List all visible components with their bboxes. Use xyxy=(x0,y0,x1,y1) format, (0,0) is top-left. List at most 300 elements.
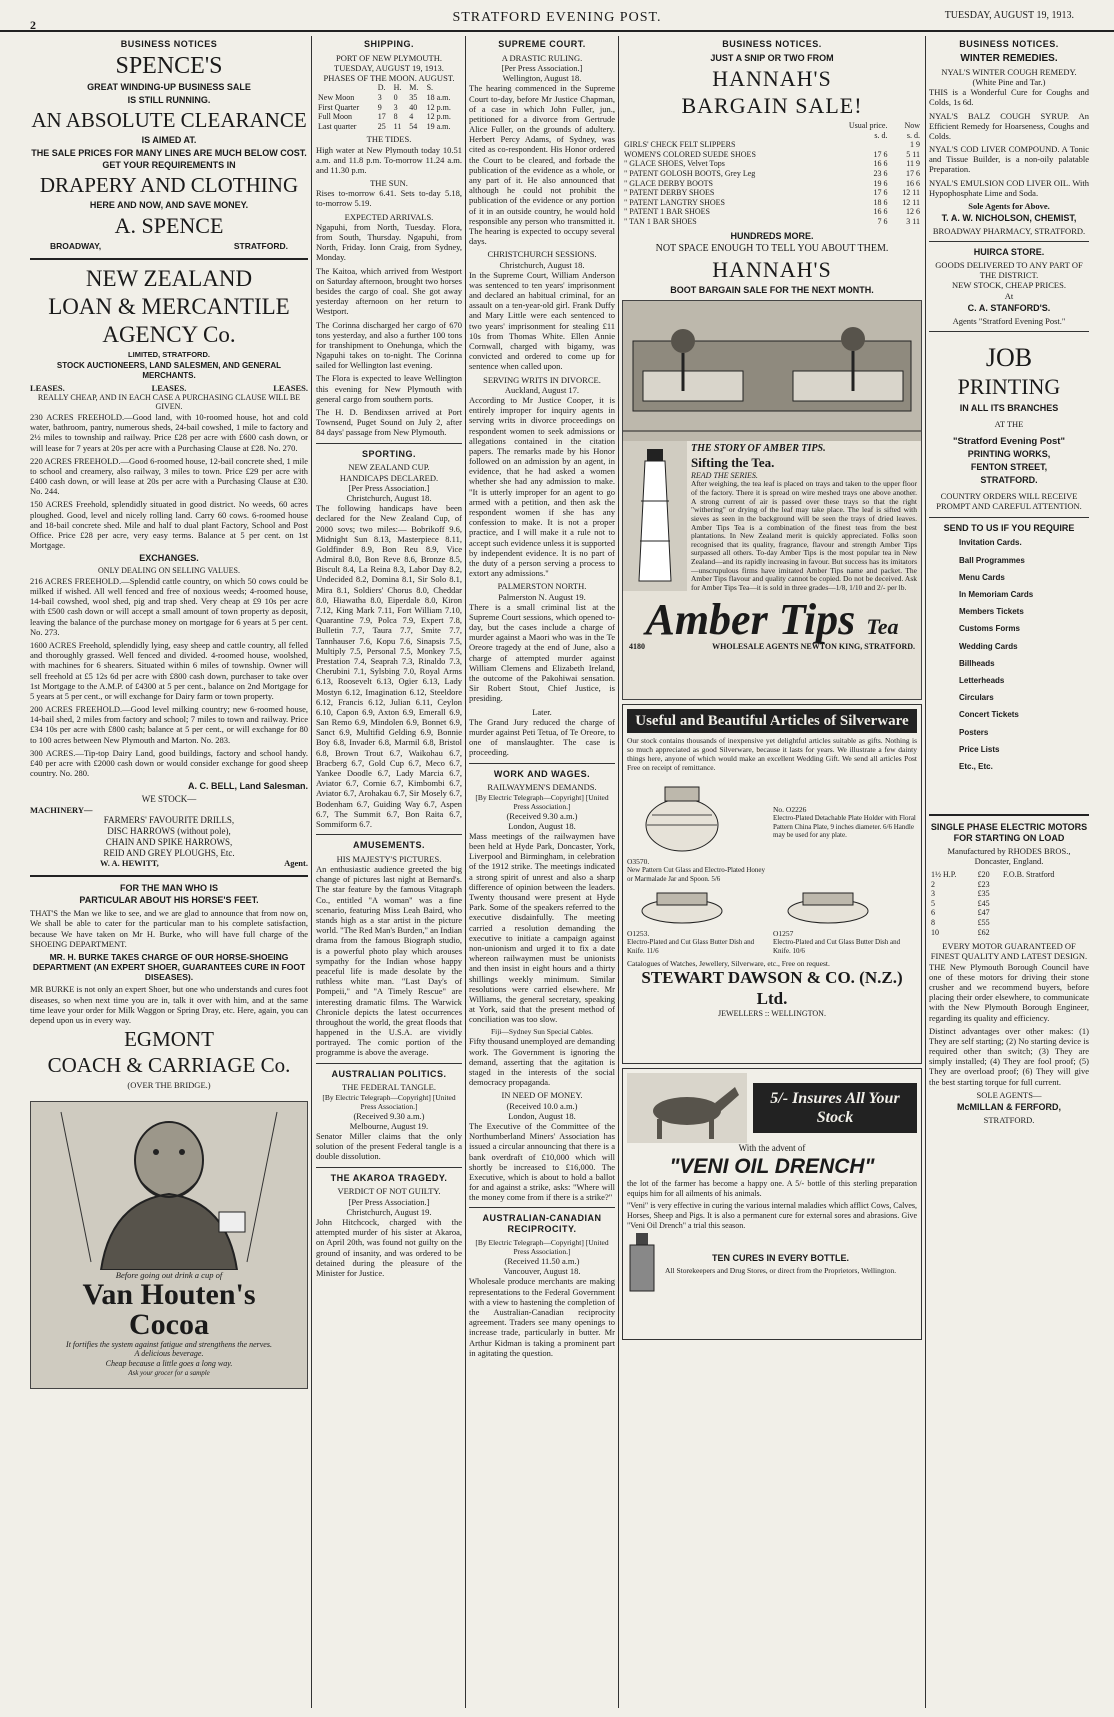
motor-hp: 1½ H.P. xyxy=(931,870,957,880)
stratford-footer: STRATFORD. xyxy=(983,1114,1035,1125)
dateline: Vancouver, August 18. xyxy=(503,1266,581,1277)
moon-cell: 4 xyxy=(409,112,414,122)
rhodes: Manufactured by RHODES BROS., Doncaster, England. xyxy=(947,845,1071,866)
hundreds-more: HUNDREDS MORE. xyxy=(730,230,814,241)
motor-table xyxy=(929,870,1089,937)
over-bridge: (OVER THE BRIDGE.) xyxy=(127,1080,211,1091)
price-usual: 18 6 xyxy=(873,197,888,207)
amber-text: After weighing, the tea leaf is placed on trays and taken to the upper floor of the factory. There it is spread on wire meshed trays one above another. A strong current of air is passed over these trays so that the right "withering" or drying of the leaf may take place. The leaf is sifted with sieves as seen in the background will be seen the trays of dried leaves. Amber Tips Tea is a combination of the finest teas from the best plantations. In New Zealand merit is quickly appreciated. Folks soon recognised that its quality, fragrance, flavour and strength Amber Tips surpassed all others. To-day Amber Tips is the most popular tea in New Zealand—and its rapidly increasing in favour. But success has its imitators—unscrupulous firms have imitated Amber Tips name and packet. The Amber Tips flavour and quality cannot be copied. Do not be deceived. Ask for Amber Tips Tea—it is sold in three grades—1/8, 1/10 and 2/- per lb. xyxy=(691,479,917,592)
job-item: Members Tickets xyxy=(959,607,1024,617)
silverware-heading: Useful and Beautiful Articles of Silverware xyxy=(627,709,917,733)
moon-row xyxy=(316,122,462,132)
section-heading: THE AKAROA TRAGEDY. xyxy=(330,1172,448,1183)
winter-heading: WINTER REMEDIES. xyxy=(960,52,1058,64)
nz-loan-title: AGENCY Co. xyxy=(102,322,236,348)
veni-oil-advert xyxy=(622,1068,922,1340)
shipping-text: The H. D. Bendixsen arrived at Port Townsend, Puget Sound on July 2, after 84 days' passage from New Plymouth. xyxy=(316,407,462,438)
spence-headline: DRAPERY AND CLOTHING xyxy=(39,173,299,198)
butter-dish-illustration xyxy=(773,887,883,927)
nyal-text: NYAL'S EMULSION COD LIVER OIL. With Hypophosphate Lime and Soda. xyxy=(929,177,1089,198)
price-units xyxy=(622,131,922,141)
item-code: O3570. xyxy=(627,857,650,867)
press-credit: [Per Press Association.] xyxy=(348,482,430,493)
motor-text: THE New Plymouth Borough Council have one of these motors for driving their stone crusher and we recommend buyers, before placing their order elsewhere, to communicate with the New Plymouth Borough Engineer, regarding its quality and efficiency. xyxy=(929,961,1089,1023)
amber-code: 4180 xyxy=(629,641,645,651)
court-text: In the Supreme Court, William Anderson was sentenced to ten years' imprisonment and declared an habitual criminal, for an assault on a ten-year-old girl. Frank Duffy and Mary Little were each sentenced to two years' imprisonment for stealing £11 10s from Thomas White. Ellen Annie Cornwall, charged with bigamy, was convicted and ordered to come up for sentence when called upon. xyxy=(469,269,615,372)
section-heading: WORK AND WAGES. xyxy=(493,768,591,779)
cocoa-word: Cocoa xyxy=(129,1307,209,1341)
job-item: Posters xyxy=(959,727,989,737)
work-text: The Executive of the Committee of the Northumberland Miners' Association has issued a circular announcing that there is a bank overdraft of £10,000 which will shortly be increased to £16,000. The Executive, which is about to hold a ballot for and against a strike, asks: "Where will the money come from if there is a strike?" xyxy=(469,1120,615,1203)
tides-text: High water at New Plymouth today 10.51 a.m. and 11.8 p.m. To-morrow 11.24 a.m. and 11.30 p.m. xyxy=(316,144,462,175)
bargain-title: BARGAIN SALE! xyxy=(681,92,863,118)
nyal-text: NYAL'S BALZ COUGH SYRUP. An Efficient Remedy for Hoarseness, Coughs and Colds. xyxy=(929,110,1089,141)
work-text: Fifty thousand unemployed are demanding work. The Government is ignoring the demand, asserting that the agitation is staged in the interests of the social democracy propaganda. xyxy=(469,1036,615,1088)
nyals-heading: NYAL'S WINTER COUGH REMEDY. xyxy=(941,66,1077,77)
price-item: " PATENT DERBY SHOES xyxy=(624,188,715,198)
motor-row xyxy=(929,928,1089,938)
cocoa-before: Before going out drink a cup of xyxy=(115,1269,223,1280)
bottle-icon xyxy=(627,1233,657,1293)
press-credit: [Per Press Association.] xyxy=(348,1196,430,1207)
motor-hp: 3 xyxy=(931,889,935,899)
machinery-label: MACHINERY— xyxy=(30,804,93,815)
serving-heading: SERVING WRITS IN DIVORCE. xyxy=(483,374,601,385)
cocoa-man-illustration xyxy=(31,1102,307,1270)
cocoa-advert xyxy=(30,1101,308,1389)
moon-row xyxy=(316,112,462,122)
horse-subheading: MR. H. BURKE TAKES CHARGE OF OUR HORSE-SHOEING DEPARTMENT (AN EXPERT SHOER, GUARANTEES CURE IN FOOT DISEASES). xyxy=(32,951,306,983)
price-row xyxy=(622,207,922,217)
veni-text: the lot of the farmer has become a happy one. A 5/- bottle of this sterling preparation equips him for all ailments of his animals. xyxy=(627,1179,917,1198)
moon-cell: Last quarter xyxy=(318,121,357,131)
new-stock: NEW STOCK, CHEAP PRICES. xyxy=(952,280,1066,291)
lighthouse-illustration xyxy=(623,441,687,591)
agent-signature: A. C. BELL, Land Salesman. xyxy=(187,781,308,792)
divider xyxy=(30,875,308,877)
guarantee: EVERY MOTOR GUARANTEED OF FINEST QUALITY AND LATEST DESIGN. xyxy=(930,941,1088,962)
at-label: At xyxy=(1004,290,1014,301)
press-credit: [By Electric Telegraph—Copyright] [United Press Association.] xyxy=(475,1238,609,1257)
motor-row xyxy=(929,870,1089,880)
price-now: 16 6 xyxy=(906,178,920,188)
price-table xyxy=(622,121,922,227)
section-heading: BUSINESS NOTICES. xyxy=(959,39,1059,49)
job-heading: JOB xyxy=(985,342,1033,372)
press-credit: [By Electric Telegraph—Copyright] [United Press Association.] xyxy=(475,792,609,811)
price-row xyxy=(622,188,922,198)
cocoa-line: A delicious beverage. xyxy=(134,1349,204,1359)
press-credit: [By Electric Telegraph—Copyright] [United Press Association.] xyxy=(322,1092,456,1111)
pharmacy: BROADWAY PHARMACY, STRATFORD. xyxy=(932,226,1086,237)
section-heading: BUSINESS NOTICES. xyxy=(722,39,822,49)
column-1 xyxy=(30,36,308,1708)
moon-cell: 3 xyxy=(377,92,382,102)
moon-cell: 54 xyxy=(409,121,418,131)
section-heading: AMUSEMENTS. xyxy=(352,840,425,851)
moon-col: S. xyxy=(426,83,434,93)
motor-note xyxy=(1001,918,1089,928)
pine: (White Pine and Tar.) xyxy=(972,76,1046,87)
column-3 xyxy=(469,36,615,1708)
court-text: The Grand Jury reduced the charge of murder against Peti Tetua, of Te Oreore, to one of manslaughter. The case is proceeding. xyxy=(469,716,615,758)
cocoa-brand: Van Houten's xyxy=(82,1277,256,1311)
price-unit: s. d. xyxy=(874,130,888,140)
divider xyxy=(316,1063,462,1064)
job-item: Price Lists xyxy=(959,744,1000,754)
price-row xyxy=(622,159,922,169)
price-row xyxy=(622,179,922,189)
veni-insures: 5/- Insures All Your Stock xyxy=(753,1083,917,1133)
snip-line: JUST A SNIP OR TWO FROM xyxy=(710,52,834,63)
dateline: Christchurch, August 18. xyxy=(499,259,585,270)
price-item: " GLACE SHOES, Velvet Tops xyxy=(624,159,725,169)
motor-note xyxy=(1001,908,1089,918)
nyal-text: NYAL'S COD LIVER COMPOUND. A Tonic and Tissue Builder, is a non-oily palatable Preparation. xyxy=(929,144,1089,175)
motor-note xyxy=(1001,899,1089,909)
item-desc: Electro-Plated and Cut Glass Butter Dish and Knife. 11/6 xyxy=(627,938,755,955)
price-usual: 17 6 xyxy=(873,188,888,198)
nz-loan-stock: STOCK AUCTIONEERS, LAND SALESMEN, AND GENERAL MERCHANTS. xyxy=(56,361,282,381)
moon-cell: 19 a.m. xyxy=(426,121,451,131)
price-now: 3 11 xyxy=(906,216,920,226)
section-heading: AUSTRALIAN-CANADIAN RECIPROCITY. xyxy=(482,1213,602,1235)
price-row xyxy=(622,150,922,160)
amber-big xyxy=(623,594,921,644)
huirca-heading: HUIRCA STORE. xyxy=(973,247,1045,258)
arrivals-heading: EXPECTED ARRIVALS. xyxy=(344,211,434,222)
received-time: (Received 9.30 a.m.) xyxy=(506,810,578,821)
branches: IN ALL ITS BRANCHES xyxy=(959,402,1059,413)
mcmillan: McMILLAN & FERFORD, xyxy=(957,1102,1061,1113)
amusements-text: An enthusiastic audience greeted the big change of pictures last night at Bernard's. The star feature by the famous Vitagraph Co., entitled "A woman" was a fine scenario, featuring Miss Leah Baird, who stands high as a star artist in the picture world. "The Red Man's Burden," an Indian drama from the famous Biograph studio, is a powerful photo play which arouses sympathy for the Indian whose happy peaceful life is made desolate by the ruthless white man. "Last Day's of Pompeii," and "A Timely Rescue" are interesting dramatic films. The Warwick Chronicle depicts the latest occurrences throughout the world, the great floods that happened in the U.S.A. are vividly portrayed. The comic portion of the programme is above the average. xyxy=(316,864,462,1058)
price-header xyxy=(622,121,922,131)
dawson-name: STEWART DAWSON & CO. (N.Z.) Ltd. xyxy=(641,968,903,1008)
item-desc: Electro-Plated and Cut Glass Butter Dish and Knife. 10/6 xyxy=(773,938,901,955)
stratford: STRATFORD. xyxy=(980,474,1038,485)
press-credit: [Per Press Association.] xyxy=(501,62,583,73)
boot-bargain: BOOT BARGAIN SALE FOR THE NEXT MONTH. xyxy=(670,285,874,296)
moon-row xyxy=(316,103,462,113)
moon-cell: First Quarter xyxy=(318,102,360,112)
catalogues: Catalogues of Watches, Jewellery, Silverware, etc., Free on request. xyxy=(627,959,830,969)
money-heading: IN NEED OF MONEY. xyxy=(501,1090,583,1101)
job-item: Menu Cards xyxy=(959,572,1005,582)
hannah-title: HANNAH'S xyxy=(712,65,832,91)
agent-label: Agent. xyxy=(284,858,308,869)
section-heading: SHIPPING. xyxy=(363,39,414,49)
court-text: The hearing commenced in the Supreme Court to-day, before Mr Justice Chapman, of a case in which John Fuller, jun., petitioned for a divorce from Gertrude Alice Fuller, on the grounds of adultery. Herbert Percy Adams, of Sydney, was cited as co-respondent. His Honor ordered the Court to be cleared, and forbade the publication of the evidence as a whole, or any part of it. He also announced that although he could not prohibit the publication of the evidence or any portion of it in an outside country, he would hold responsible any person who transmitted it. The hearing is expected to occupy several days. xyxy=(469,83,615,247)
moon-cell: 0 xyxy=(393,92,398,102)
job-item: Invitation Cards. xyxy=(959,538,1022,548)
motor-hp: 10 xyxy=(931,927,939,937)
job-item: Wedding Cards xyxy=(959,641,1018,651)
section-heading: SUPREME COURT. xyxy=(498,39,586,49)
motor-hp: 8 xyxy=(931,918,935,928)
price-now: 1 9 xyxy=(910,140,920,150)
send-heading: SEND TO US IF YOU REQUIRE xyxy=(943,522,1075,533)
aus-politics-text: Senator Miller claims that the only solution of the present Federal tangle is a double dissolution. xyxy=(316,1131,462,1162)
moon-cell: 25 xyxy=(377,121,386,131)
price-row xyxy=(622,198,922,208)
price-usual: 16 6 xyxy=(873,207,888,217)
divider xyxy=(929,814,1089,816)
price-item: " TAN 1 BAR SHOES xyxy=(624,216,697,226)
machinery-item: FARMERS' FAVOURITE DRILLS, xyxy=(103,815,235,826)
property-listing: 150 ACRES Freehold, splendidly situated in good district. No weeds, 60 acres ploughed. Good, level and nicely rolling land. Carry 60 cows. 6-roomed house and 18-bail concrete shed. Mile and half to dual plant Factory, School and Post Office. Price £28 per acre, very easy terms. Balance at 5 per cent. on 1st Mortgage. xyxy=(30,499,308,551)
motor-row xyxy=(929,899,1089,909)
property-listing: 216 ACRES FREEHOLD.—Splendid cattle country, on which 50 cows could be milked if wished. All well fenced and free of noxious weeds; 4-roomed house, 14-bail cowshed, wool shed, pig and trap shed. Very cheap at £9 10s per acre with £500 cash down or will accept a small amount of town property as deposit, leaving the balance of the purchase money on mortgage for 6 years at 5 per cent. No. 273. xyxy=(30,575,308,637)
cocoa-line: Cheap because a little goes a long way. xyxy=(105,1358,233,1368)
work-text: Mass meetings of the railwaymen have been held at Hyde Park, Doncaster, York, Liverpool and Birmingham, in celebration of the 1912 strike. The meetings indicated a strong spirit of unrest and also a sharp difference of opinion between the leaders. Twenty thousand were present at Hyde Park. Some of the speakers referred to the executive disdainfully. The meeting carried a resolution demanding the executive to initiate a campaign against non-unionism and urged it to fix a date whereon railwaymen must be unionists and then insist in eight hours and a thirty shillings weekly minimum. Similar resolutions were carried elsewhere. Mr Williams, the general secretary, speaking at York, said that the present method of conciliation was too slow. xyxy=(469,830,615,1025)
page-number: 2 xyxy=(30,18,36,32)
moon-cell: 35 xyxy=(409,92,418,102)
motor-row xyxy=(929,889,1089,899)
moon-cell: 12 p.m. xyxy=(426,112,451,122)
spence-headline: AN ABSOLUTE CLEARANCE xyxy=(31,107,307,132)
veni-text: "Veni" is very effective in curing the various internal maladies which afflict Cows, Calves, Horses, Sheep and Pigs. It is also a permanent cure for external sores and abrasions. Give "Veni Oil Drench" a trial this season. xyxy=(627,1201,917,1230)
motor-price: £62 xyxy=(977,927,990,937)
leases-label: LEASES. xyxy=(151,382,187,393)
handicaps-text: The following handicaps have been declared for the New Zealand Cup, of 2000 sovs; two miles:— Bobrikoff 9.6, Midnight Sun 8.13, Masterpiece 8.11, Goldfinder 8.9, Bon Reu 8.9, Vice Admiral 8.0, Bon Reve 8.6, Bronze 8.5, Biscult 8.4, La Reina 8.3, Labor Day 8.2, Undecided 8.2, Domina 8.1, Sir Solo 8.1, Mira 8.1, Soldiers' Chorus 8.0, Cheddar 8.0, Hiawatha 8.0, Eiperdale 8.0, Kiron 7.12, King Mark 7.11, Fort William 7.10, Quarantine 7.9, Polca 7.9, Expert 7.8, Bulletin 7.7, Taura 7.7, Smite 7.7, Tannhauser 7.6, Kopu 7.6, Sinapsis 7.5, Multiply 7.5, Personal 7.5, Monkey 7.5, Prestation 7.4, Seaprah 7.3, Rinaldo 7.3, Cherubini 7.1, Sylsbing 7.0, Royal Arms 6.13, Roosevelt 6.13, Ogier 6.13, Lady Mostyn 6.12, Imagination 6.12, Steeldore 6.12, Francis 6.12, Julian 6.11, Ceylon 6.10, Capon 6.9, Axton 6.9, Emerall 6.9, San Remo 6.9, Mindolen 6.9, Bonnet 6.9, Sanct 6.9, Multifid Gelding 6.9, Bonnie Boy 6.8, Invader 6.8, Marmil 6.8, Bristol 6.8, Brown Trout 6.7, Waikohau 6.7, Bracberg 6.7, Gold Cup 6.7, Meco 6.7, Yankee Doodle 6.7, Lady Marcia 6.7, Aviator 6.7, Cornie 6.7, Kimbombi 6.7, Aviator 6.7, Arohakau 6.7, Sir Mosely 6.7, Bodenham 6.7, Guiding Way 6.7, Aspen 6.7, The Summit 6.7, Bon Raita 6.7, Sommiform 6.7. xyxy=(316,503,462,829)
horse-illustration xyxy=(627,1073,747,1143)
price-usual: 23 6 xyxy=(873,168,888,178)
printing-heading: PRINTING xyxy=(957,374,1061,400)
received-time: (Received 10.0 a.m.) xyxy=(506,1100,578,1111)
divider xyxy=(469,1207,615,1208)
divider xyxy=(316,443,462,444)
drastic-heading: A DRASTIC RULING. xyxy=(501,52,583,63)
price-col: Usual price. xyxy=(848,120,888,130)
shipping-text: The Flora is expected to leave Wellington this evening for New Plymouth with general cargo from southern ports. xyxy=(316,373,462,404)
job-item: In Memoriam Cards xyxy=(959,590,1034,600)
job-item: Letterheads xyxy=(959,675,1005,685)
sessions-heading: CHRISTCHURCH SESSIONS. xyxy=(487,249,597,260)
column-rule xyxy=(465,36,466,1708)
motor-row xyxy=(929,880,1089,890)
moon-cell: Full Moon xyxy=(318,112,353,122)
property-listing: 1600 ACRES Freehold, splendidly lying, easy sheep and cattle country, all felled and thoroughly grassed. Well fenced and divided. 4-roomed house, woolshed, with machines for 6 shearers. Situated within 6 miles of township. Owner will sell freehold at £5 12s 6d per acre with £800 cash down, purchaser to take over 1st Mortgage to the A.M.P. of £4300 at 5 per cent., balance on 2nd Mortgage for 5 years at 5 per cent., or will exchange for Dairy farm or town property. xyxy=(30,639,308,701)
tangle-heading: THE FEDERAL TANGLE. xyxy=(342,1082,436,1093)
motor-row xyxy=(929,918,1089,928)
nyal-text: THIS is a Wonderful Cure for Coughs and Colds, 1s 6d. xyxy=(929,87,1089,108)
veni-cures: TEN CURES IN EVERY BOTTLE. xyxy=(712,1253,850,1264)
job-list xyxy=(929,535,1089,774)
verdict-heading: VERDICT OF NOT GUILTY. xyxy=(337,1186,441,1197)
newspaper-title: STRATFORD EVENING POST. xyxy=(452,10,662,25)
column-2 xyxy=(316,36,462,1708)
price-item: GIRLS' CHECK FELT SLIPPERS xyxy=(624,140,736,150)
spence-line: HERE AND NOW, AND SAVE MONEY. xyxy=(89,200,249,211)
divider xyxy=(929,517,1089,518)
port-date: TUESDAY, AUGUST 19, 1913. xyxy=(334,62,444,73)
horse-heading: PARTICULAR ABOUT HIS HORSE'S FEET. xyxy=(79,895,259,906)
amber-series: READ THE SERIES. xyxy=(691,470,758,480)
amber-sift: Sifting the Tea. xyxy=(691,455,775,471)
column-rule xyxy=(925,36,926,1708)
nz-loan-line: ONLY DEALING ON SELLING VALUES. xyxy=(98,566,240,576)
moon-col: H. xyxy=(393,83,402,93)
country-orders: COUNTRY ORDERS WILL RECEIVE PROMPT AND CAREFUL ATTENTION. xyxy=(936,491,1082,512)
item-desc: New Pattern Cut Glass and Electro-Plated Honey or Marmalade Jar and Spoon. 5/6 xyxy=(627,866,766,883)
job-item: Concert Tickets xyxy=(959,710,1019,720)
machinery-item: CHAIN AND SPIKE HARROWS, xyxy=(105,836,233,847)
divider xyxy=(929,241,1089,242)
honey-jar-illustration xyxy=(627,775,737,855)
handicaps-heading: HANDICAPS DECLARED. xyxy=(339,472,439,483)
moon-cell: 40 xyxy=(409,102,418,112)
price-unit xyxy=(622,131,826,141)
moon-cell: 8 xyxy=(393,112,398,122)
dateline: Palmerston N. August 19. xyxy=(498,591,586,602)
tides-heading: THE TIDES. xyxy=(366,134,412,145)
horse-heading: FOR THE MAN WHO IS xyxy=(120,882,218,893)
at-the: AT THE xyxy=(994,419,1024,430)
address-right: STRATFORD. xyxy=(233,241,288,252)
leases-row xyxy=(30,383,308,393)
section-heading: SPORTING. xyxy=(361,448,416,459)
agents-for: Agents "Stratford Evening Post." xyxy=(952,315,1066,326)
pictures-heading: HIS MAJESTY'S PICTURES. xyxy=(336,853,442,864)
nz-loan-line: REALLY CHEAP, AND IN EACH CASE A PURCHASING CLAUSE WILL BE GIVEN. xyxy=(37,392,301,412)
stanford-name: C. A. STANFORD'S. xyxy=(967,302,1051,313)
railway-heading: RAILWAYMEN'S DEMANDS. xyxy=(487,782,597,793)
phases-heading: PHASES OF THE MOON. AUGUST. xyxy=(323,73,455,84)
price-usual: 16 6 xyxy=(873,159,888,169)
item-code: O1257 xyxy=(773,929,794,939)
dateline: London, August 18. xyxy=(508,820,576,831)
moon-cell: 18 a.m. xyxy=(426,92,451,102)
section-heading: BUSINESS NOTICES xyxy=(120,39,218,49)
spence-address xyxy=(30,241,308,251)
price-item: " PATENT GOLOSH BOOTS, Grey Leg xyxy=(624,168,756,178)
spence-title: SPENCE'S xyxy=(115,52,223,79)
horse-paragraph: MR BURKE is not only an expert Shoer, but one who understands and cures foot diseases, so when next time you are in, talk it over with him, and at the same time leave your order for Milk Waggon or Spring Dray, etc. Here, again, you can depend upon us in every way. xyxy=(30,984,308,1025)
divider xyxy=(316,834,462,835)
received-time: (Received 9.30 a.m.) xyxy=(353,1110,425,1121)
dateline: Christchurch, August 19. xyxy=(346,1206,432,1217)
spence-line: GET YOUR REQUIREMENTS IN xyxy=(102,160,236,171)
moon-table xyxy=(316,83,462,131)
silverware-intro: Our stock contains thousands of inexpensive yet delightful articles suitable as gifts. Nothing is so much appreciated as good Silverware, because it lasts for years. We illustrate a few dainty things here, anyone of which would make an excellent Wedding Gift. We send all articles Post Free on receipt of remittance. xyxy=(627,736,917,773)
dateline: Melbourne, August 19. xyxy=(349,1120,429,1131)
motor-hp: 5 xyxy=(931,898,935,908)
price-item: WOMEN'S COLORED SUEDE SHOES xyxy=(624,149,756,159)
spence-line: IS STILL RUNNING. xyxy=(127,94,211,105)
section-heading: AUSTRALIAN POLITICS. xyxy=(331,1068,447,1079)
chemist-name: T. A. W. NICHOLSON, CHEMIST, xyxy=(941,213,1077,224)
cable-credit: Fiji—Sydney Sun Special Cables. xyxy=(490,1027,594,1037)
coach-title: COACH & CARRIAGE Co. xyxy=(47,1053,291,1078)
silverware-advert xyxy=(622,704,922,1064)
nz-loan-title: NEW ZEALAND xyxy=(85,265,253,291)
price-now: 17 6 xyxy=(906,168,920,178)
price-col xyxy=(622,121,826,131)
price-col: Now xyxy=(904,120,920,130)
machinery-item: DISC HARROWS (without pole), xyxy=(107,825,231,836)
court-text: According to Mr Justice Cooper, it is entirely improper for inquiry agents in serving writs in divorce proceedings on respondent women to seek admissions or allegations contained in the citation papers. The remarks made by his Honor followed on an admission by an agent, in evidence, that he had asked a women whether she had any admission to make. "It is utterly improper for an agent to go armed with a petition, and then ask the respondent women if she has any confession to make. It is not a proper practice, and I will make it a rule not to accept such evidence unless it is supported by independent evidence. It is no part of the duty of a person serving a process to extort any admissions." xyxy=(469,394,615,579)
price-now: 5 11 xyxy=(906,149,920,159)
sole-agents: Sole Agents for Above. xyxy=(968,201,1050,212)
motor-note: F.O.B. Stratford xyxy=(1003,870,1055,880)
machinery-item: REID AND GREY PLOUGHS, Etc. xyxy=(103,847,235,858)
motor-hp: 6 xyxy=(931,908,935,918)
item-code: No. O2226 xyxy=(773,805,807,815)
moon-row xyxy=(316,93,462,103)
divider xyxy=(30,258,308,260)
price-item: " GLACE DERBY BOOTS xyxy=(624,178,713,188)
motor-note xyxy=(1001,889,1089,899)
nz-loan-ltd: LIMITED, STRATFORD. xyxy=(128,350,210,360)
sun-text: Rises to-morrow 6.41. Sets to-day 5.18, to-morrow 5.19. xyxy=(316,188,462,209)
hannah-title: HANNAH'S xyxy=(712,257,832,283)
moon-header xyxy=(316,83,462,93)
motor-hp: 2 xyxy=(931,879,935,889)
column-rule xyxy=(618,36,619,1708)
horse-paragraph: THAT'S the Man we like to see, and we are glad to announce that from now on, We shall be able to cater for the particular man to his complete satisfaction, because We have taken on Mr H. Burke, who will have full charge of the SHOEING DEPARTMENT. xyxy=(30,908,308,949)
moon-cell: New Moon xyxy=(318,92,355,102)
price-item: " PATENT 1 BAR SHOES xyxy=(624,207,710,217)
divider xyxy=(469,763,615,764)
moon-cell: 9 xyxy=(377,102,382,112)
leases-label: LEASES. xyxy=(273,382,308,393)
dateline: Wellington, August 18. xyxy=(502,73,582,84)
motor-price: £20 xyxy=(977,870,990,880)
price-now: 12 11 xyxy=(902,188,920,198)
dawson-jewellers: JEWELLERS :: WELLINGTON. xyxy=(718,1009,826,1018)
veni-name: "VENI OIL DRENCH" xyxy=(669,1155,875,1179)
price-now: 11 9 xyxy=(906,159,920,169)
property-listing: 220 ACRES FREEHOLD.—Good 6-roomed house, 12-bail concrete shed, 1 mile to school and creamery, also railway, 3 miles to town. Price £29 per acre with £400 cash down, or will lease at 20s per acre with a Purchasing Clause at £30. No. 244. xyxy=(30,455,308,497)
amber-brand: Amber Tips xyxy=(645,594,856,644)
sole-agents: SOLE AGENTS— xyxy=(976,1089,1042,1100)
price-row xyxy=(622,217,922,227)
leases-label: LEASES. xyxy=(30,382,65,393)
moon-col: M. xyxy=(409,83,419,93)
property-listing: 200 ACRES FREEHOLD.—Good level milking country; new 6-roomed house, 14-bail shed, 2 miles from factory and school; 7 miles to town and railway. Price £34 10s per acre with £800 cash; balance at 5 per cent., or will exchange for 80 to 100 acres between New Plymouth and Marton. No. 283. xyxy=(30,704,308,745)
motor-note xyxy=(1001,880,1089,890)
column-5 xyxy=(929,36,1089,1708)
sun-heading: THE SUN. xyxy=(370,178,408,189)
hewitt-row xyxy=(30,858,308,868)
cup-heading: NEW ZEALAND CUP. xyxy=(348,462,430,473)
dateline: Auckland, August 17. xyxy=(504,384,580,395)
cocoa-line: Ask your grocer for a sample xyxy=(128,1368,210,1377)
goods: GOODS DELIVERED TO ANY PART OF THE DISTRICT. xyxy=(935,260,1083,281)
price-row xyxy=(622,169,922,179)
motor-price: £45 xyxy=(977,898,990,908)
item-desc: Electro-Plated Detachable Plate Holder with Floral Pattern China Plate, 9 inches diameter. 6/6 Handle may be used for any plate. xyxy=(773,814,916,840)
job-item: Customs Forms xyxy=(959,624,1020,634)
price-usual: 17 6 xyxy=(873,149,888,159)
property-listing: 300 ACRES.—Tip-top Dairy Land, good buildings, factory and school handy. £40 per acre with £2000 cash down or would consider exchange for good sheep country. No. 280. xyxy=(30,747,308,779)
issue-date: TUESDAY, AUGUST 19, 1913. xyxy=(944,10,1074,21)
dateline: London, August 18. xyxy=(508,1110,576,1121)
shipping-text: The Corinna discharged her cargo of 670 tons yesterday, and also a further 100 tons for transhipment to Onehunga, which the Ngapuhi takes on to-night. The Corinna sailed for Wellington last evening. xyxy=(316,319,462,371)
price-usual xyxy=(826,140,890,150)
job-item: Circulars xyxy=(959,693,994,703)
court-text: There is a small criminal list at the Supreme Court sessions, which opened to-day, but the cases include a charge of murder against a Maori who was in the Te Oreore tragedy at the end of June, also a charge of attempted murder against William Clemens and Elizabeth Ireland, the outcome of the Pakohiwai sensation. Sir Robert Stout, Chief Justice, is presiding. xyxy=(469,601,615,704)
price-row xyxy=(622,140,922,150)
spence-line: THE SALE PRICES FOR MANY LINES ARE MUCH BELOW COST. xyxy=(31,147,307,158)
arrivals-text: Ngapuhi, from North, Tuesday. Flora, from South, Thursday. Ngapuhi, from North, Friday. Ionn Craig, from Sydney, Monday. xyxy=(316,221,462,263)
price-unit: s. d. xyxy=(906,130,920,140)
motor-text: Distinct advantages over other makes: (1) They are self starting; (2) No starting device is required other than switch; (3) They are simply installed; (4) They are fool proof; (5) They are overload proof; (6) They will give the best starting torque for full current. xyxy=(929,1025,1089,1087)
reciprocity-text: Wholesale produce merchants are making representations to the Federal Government with a view to hastening the completion of the Australian-Canadian reciprocity agreement. Traders see many openings to increase trade, particularly in butter. Mr Arthur Kidman is taking a prominent part in agitating the question. xyxy=(469,1276,615,1358)
price-now: 12 6 xyxy=(906,207,920,217)
nz-loan-title: LOAN & MERCANTILE xyxy=(48,293,290,319)
we-stock: WE STOCK— xyxy=(141,794,197,805)
